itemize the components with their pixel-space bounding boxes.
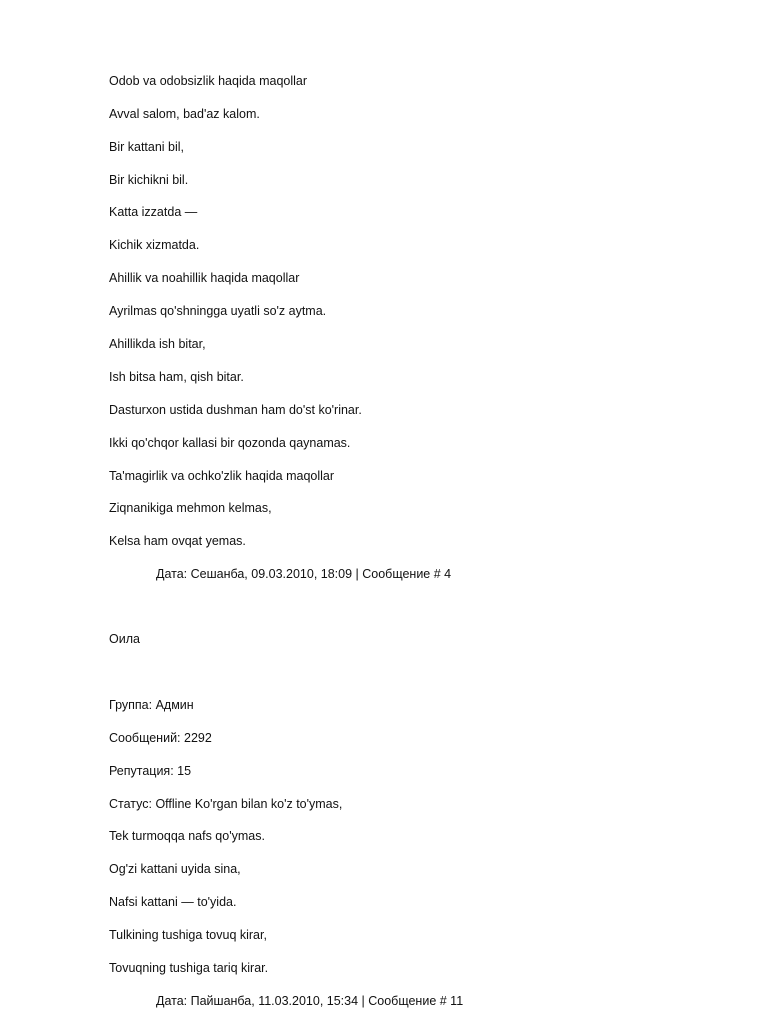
proverb-line: Ish bitsa ham, qish bitar. xyxy=(109,370,244,384)
author-name: Оила xyxy=(109,632,140,646)
post-date-line: Дата: Пайшанба, 11.03.2010, 15:34 | Сообщение # 11 xyxy=(156,994,464,1008)
post-date-line: Дата: Сешанба, 09.03.2010, 18:09 | Сообщение # 4 xyxy=(156,567,452,581)
author-group: Группа: Админ xyxy=(109,698,194,712)
proverb-line: Avval salom, bad'az kalom. xyxy=(109,107,260,121)
author-status-line: Статус: Offline Ko'rgan bilan ko'z to'ymas, xyxy=(109,797,343,811)
proverb-line: Og'zi kattani uyida sina, xyxy=(109,862,241,876)
proverb-line: Tek turmoqqa nafs qo'ymas. xyxy=(109,829,265,843)
proverb-line: Kelsa ham ovqat yemas. xyxy=(109,534,246,548)
proverb-line: Kichik xizmatda. xyxy=(109,238,200,252)
proverb-line: Bir kichikni bil. xyxy=(109,173,189,187)
proverb-line: Tovuqning tushiga tariq kirar. xyxy=(109,961,269,975)
proverb-line: Nafsi kattani — to'yida. xyxy=(109,895,237,909)
proverb-line: Dasturxon ustida dushman ham do'st ko'rinar. xyxy=(109,403,362,417)
author-post-count: Сообщений: 2292 xyxy=(109,731,212,745)
section-heading: Ahillik va noahillik haqida maqollar xyxy=(109,271,300,285)
proverb-line: Ahillikda ish bitar, xyxy=(109,337,206,351)
section-heading: Ta'magirlik va ochko'zlik haqida maqollar xyxy=(109,469,335,483)
proverb-line: Katta izzatda — xyxy=(109,205,198,219)
section-heading: Odob va odobsizlik haqida maqollar xyxy=(109,74,308,88)
proverb-line: Bir kattani bil, xyxy=(109,140,185,154)
proverb-line: Ikki qo'chqor kallasi bir qozonda qaynamas. xyxy=(109,436,351,450)
proverb-line: Ayrilmas qo'shningga uyatli so'z aytma. xyxy=(109,304,327,318)
proverb-line: Tulkining tushiga tovuq kirar, xyxy=(109,928,267,942)
author-reputation: Репутация: 15 xyxy=(109,764,192,778)
proverb-line: Ziqnanikiga mehmon kelmas, xyxy=(109,501,272,515)
